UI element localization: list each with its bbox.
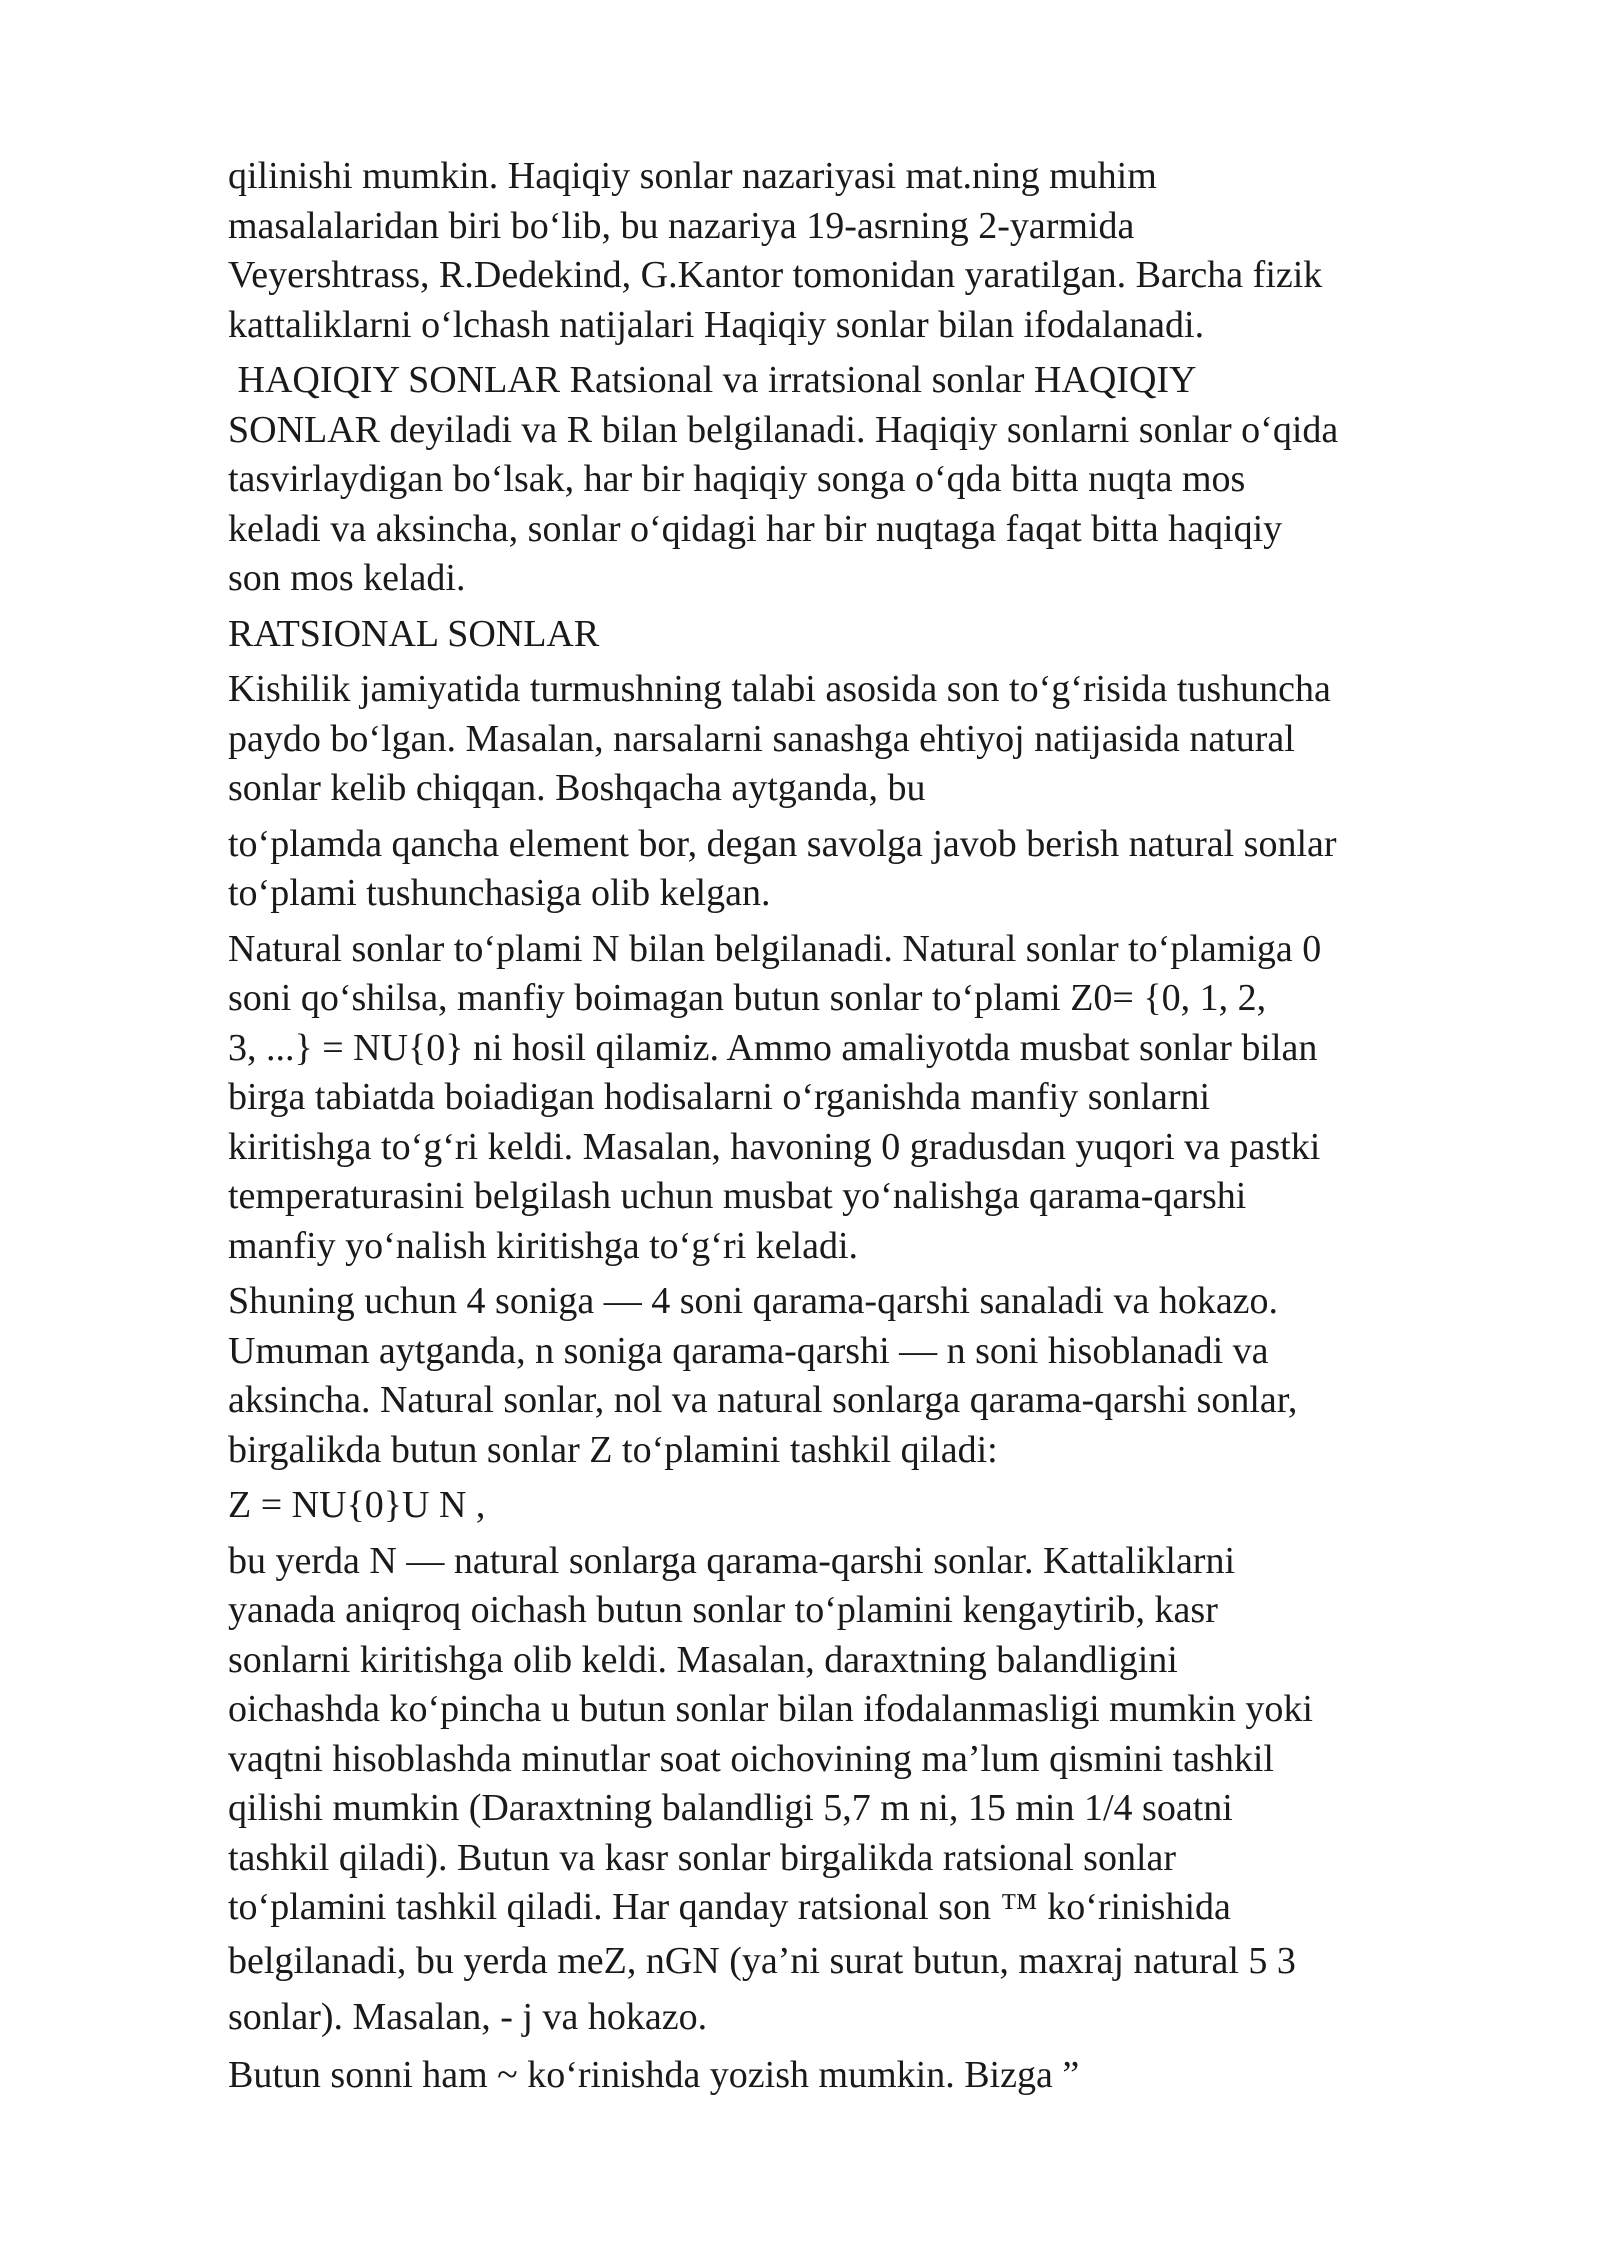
paragraph-origin — [228, 665, 1508, 814]
text-line: tasvirlaydigan bo‘lsak, har bir haqiqiy songa o‘qda bitta nuqta mos — [228, 458, 1246, 500]
text-line: Umuman aytganda, n soniga qarama-qarshi — n soni hisoblanadi va — [228, 1329, 1269, 1372]
text-line: keladi va aksincha, sonlar o‘qidagi har bir nuqtaga faqat bitta haqiqiy — [228, 507, 1283, 550]
text-line: belgilanadi, bu yerda meZ, nGN (ya’ni surat butun, maxraj natural 5 3 — [228, 1939, 1296, 1982]
text-line: qilinishi mumkin. Haqiqiy sonlar nazariyasi mat.ning muhim — [228, 155, 1157, 197]
text-line: vaqtni hisoblashda minutlar soat oichovining ma’lum qismini tashkil — [228, 1737, 1274, 1780]
section-heading-rational-numbers — [228, 610, 1508, 660]
text-line: HAQIQIY SONLAR Ratsional va irratsional sonlar HAQIQIY — [228, 359, 1197, 401]
paragraph-real-numbers — [228, 356, 1508, 604]
formula-text: Z = NU{0}U N , — [228, 1484, 486, 1526]
text-line: birga tabiatda boiadigan hodisalarni o‘rganishda manfiy sonlarni — [228, 1076, 1211, 1118]
text-line: SONLAR deyiladi va R bilan belgilanadi. Haqiqiy sonlarni sonlar o‘qida — [228, 408, 1339, 451]
text-line: Natural sonlar to‘plami N bilan belgilanadi. Natural sonlar to‘plamiga 0 — [228, 927, 1322, 970]
text-line: sonlarni kiritishga olib keldi. Masalan, daraxtning balandligini — [228, 1638, 1178, 1681]
text-line: Veyershtrass, R.Dedekind, G.Kantor tomonidan yaratilgan. Barcha fizik — [228, 254, 1323, 296]
text-line: Butun sonni ham ~ ko‘rinishda yozish mumkin. Bizga ” — [228, 2053, 1080, 2096]
text-line: kiritishga to‘g‘ri keldi. Masalan, havoning 0 gradusdan yuqori va pastki — [228, 1125, 1321, 1168]
text-line: tashkil qiladi). Butun va kasr sonlar birgalikda ratsional sonlar — [228, 1836, 1177, 1879]
text-line: Kishilik jamiyatida turmushning talabi asosida son to‘g‘risida tushuncha — [228, 668, 1331, 710]
paragraph-intro — [228, 152, 1508, 350]
text-line: manfiy yo‘nalish kiritishga to‘g‘ri keladi. — [228, 1224, 859, 1267]
paragraph-integer-fraction — [228, 2051, 1508, 2101]
text-line: to‘plami tushunchasiga olib kelgan. — [228, 872, 771, 914]
text-line: masalalaridan biri bo‘lib, bu nazariya 19-asrning 2-yarmida — [228, 204, 1135, 247]
text-line: bu yerda N — natural sonlarga qarama-qarshi sonlar. Kattaliklarni — [228, 1539, 1236, 1582]
paragraph-set-question — [228, 820, 1508, 919]
paragraph-fractions — [228, 1537, 1508, 2045]
text-line: soni qo‘shilsa, manfiy boimagan butun sonlar to‘plami Z0= {0, 1, 2, — [228, 977, 1267, 1019]
paragraph-natural-numbers — [228, 925, 1508, 1272]
text-line: to‘plamini tashkil qiladi. Har qanday ratsional son ™ ko‘rinishida — [228, 1886, 1231, 1928]
text-line: sonlar). Masalan, - j va hokazo. — [228, 1995, 708, 2038]
text-line: kattaliklarni o‘lchash natijalari Haqiqiy sonlar bilan ifodalanadi. — [228, 303, 1205, 346]
text-line: to‘plamda qancha element bor, degan savolga javob berish natural sonlar — [228, 822, 1337, 865]
text-line: 3, ...} = NU{0} ni hosil qilamiz. Ammo amaliyotda musbat sonlar bilan — [228, 1026, 1318, 1069]
text-line: sonlar kelib chiqqan. Boshqacha aytganda, bu — [228, 767, 926, 809]
text-line: temperaturasini belgilash uchun musbat yo‘nalishga qarama-qarshi — [228, 1175, 1247, 1217]
text-line: aksincha. Natural sonlar, nol va natural sonlarga qarama-qarshi sonlar, — [228, 1379, 1298, 1421]
document-body — [228, 152, 1508, 2106]
formula-integers — [228, 1481, 1508, 1531]
text-line: son mos keladi. — [228, 557, 466, 599]
paragraph-opposite-numbers — [228, 1277, 1508, 1475]
heading-text: RATSIONAL SONLAR — [228, 612, 600, 655]
text-line: paydo bo‘lgan. Masalan, narsalarni sanashga ehtiyoj natijasida natural — [228, 717, 1295, 760]
text-line: yanada aniqroq oichash butun sonlar to‘plamini kengaytirib, kasr — [228, 1589, 1218, 1631]
text-line: oichashda ko‘pincha u butun sonlar bilan ifodalanmasligi mumkin yoki — [228, 1688, 1313, 1730]
text-line: qilishi mumkin (Daraxtning balandligi 5,7 m ni, 15 min 1/4 soatni — [228, 1787, 1233, 1829]
text-line: Shuning uchun 4 soniga — 4 soni qarama-qarshi sanaladi va hokazo. — [228, 1280, 1279, 1322]
text-line: birgalikda butun sonlar Z to‘plamini tashkil qiladi: — [228, 1428, 998, 1471]
